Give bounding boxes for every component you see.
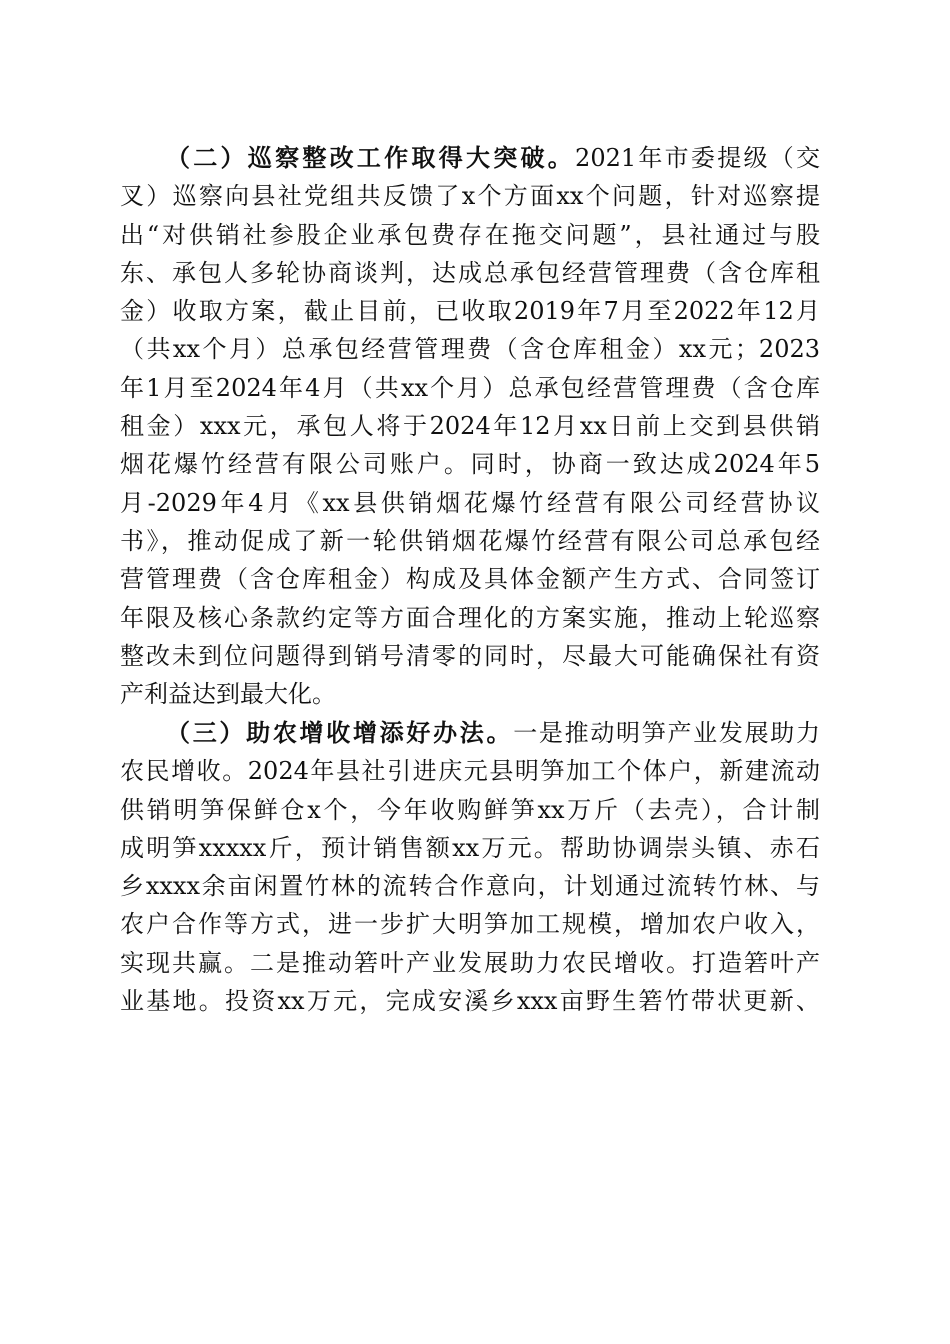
paragraph-line: 年1月至2024年4月（共xx个月）总承包经营管理费（含仓库 — [120, 373, 820, 402]
paragraph-line: 东、承包人多轮协商谈判，达成总承包经营管理费（含仓库租 — [120, 258, 820, 287]
paragraph-line: 烟花爆竹经营有限公司账户。同时，协商一致达成2024年5 — [120, 450, 820, 479]
paragraph-line: 年限及核心条款约定等方面合理化的方案实施，推动上轮巡察 — [120, 603, 820, 632]
paragraph-line: 乡xxxx余亩闲置竹林的流转合作意向，计划通过流转竹林、与 — [120, 872, 820, 901]
paragraph-line: 租金）xxx元，承包人将于2024年12月xx日前上交到县供销 — [120, 412, 820, 441]
paragraph-line: （三）助农增收增添好办法。一是推动明笋产业发展助力 — [166, 719, 820, 747]
paragraph-line: 产利益达到最大化。 — [120, 680, 336, 709]
section-heading: （三）助农增收增添好办法。 — [166, 719, 514, 747]
paragraph-line: 金）收取方案，截止目前，已收取2019年7月至2022年12月 — [120, 297, 820, 326]
paragraph-line: 月-2029年4月《xx县供销烟花爆竹经营有限公司经营协议 — [120, 488, 820, 517]
paragraph-line: 供销明笋保鲜仓x个，今年收购鲜笋xx万斤（去壳），合计制 — [120, 795, 820, 824]
paragraph-line: 叉）巡察向县社党组共反馈了x个方面xx个问题，针对巡察提 — [120, 182, 820, 211]
paragraph-line: （共xx个月）总承包经营管理费（含仓库租金）xx元；2023 — [120, 335, 820, 364]
paragraph-line: 业基地。投资xx万元，完成安溪乡xxx亩野生箬竹带状更新、 — [120, 987, 820, 1016]
paragraph-line: 实现共赢。二是推动箬叶产业发展助力农民增收。打造箬叶产 — [120, 948, 820, 977]
paragraph-line: 农户合作等方式，进一步扩大明笋加工规模，增加农户收入， — [120, 910, 820, 939]
section-two-paragraph — [120, 139, 820, 713]
section-heading: （二）巡察整改工作取得大突破。 — [166, 144, 576, 172]
paragraph-line: 出“对供销社参股企业承包费存在拖交问题”，县社通过与股 — [120, 220, 820, 249]
paragraph-line: 营管理费（含仓库租金）构成及具体金额产生方式、合同签订 — [120, 565, 820, 594]
section-three-paragraph — [120, 714, 820, 1020]
paragraph-line: 农民增收。2024年县社引进庆元县明笋加工个体户，新建流动 — [120, 757, 820, 786]
paragraph-line: （二）巡察整改工作取得大突破。2021年市委提级（交 — [166, 144, 820, 172]
paragraph-line: 整改未到位问题得到销号清零的同时，尽最大可能确保社有资 — [120, 641, 820, 670]
paragraph-line: 书》，推动促成了新一轮供销烟花爆竹经营有限公司总承包经 — [120, 526, 820, 555]
paragraph-line: 成明笋xxxxx斤，预计销售额xx万元。帮助协调崇头镇、赤石 — [120, 833, 820, 862]
